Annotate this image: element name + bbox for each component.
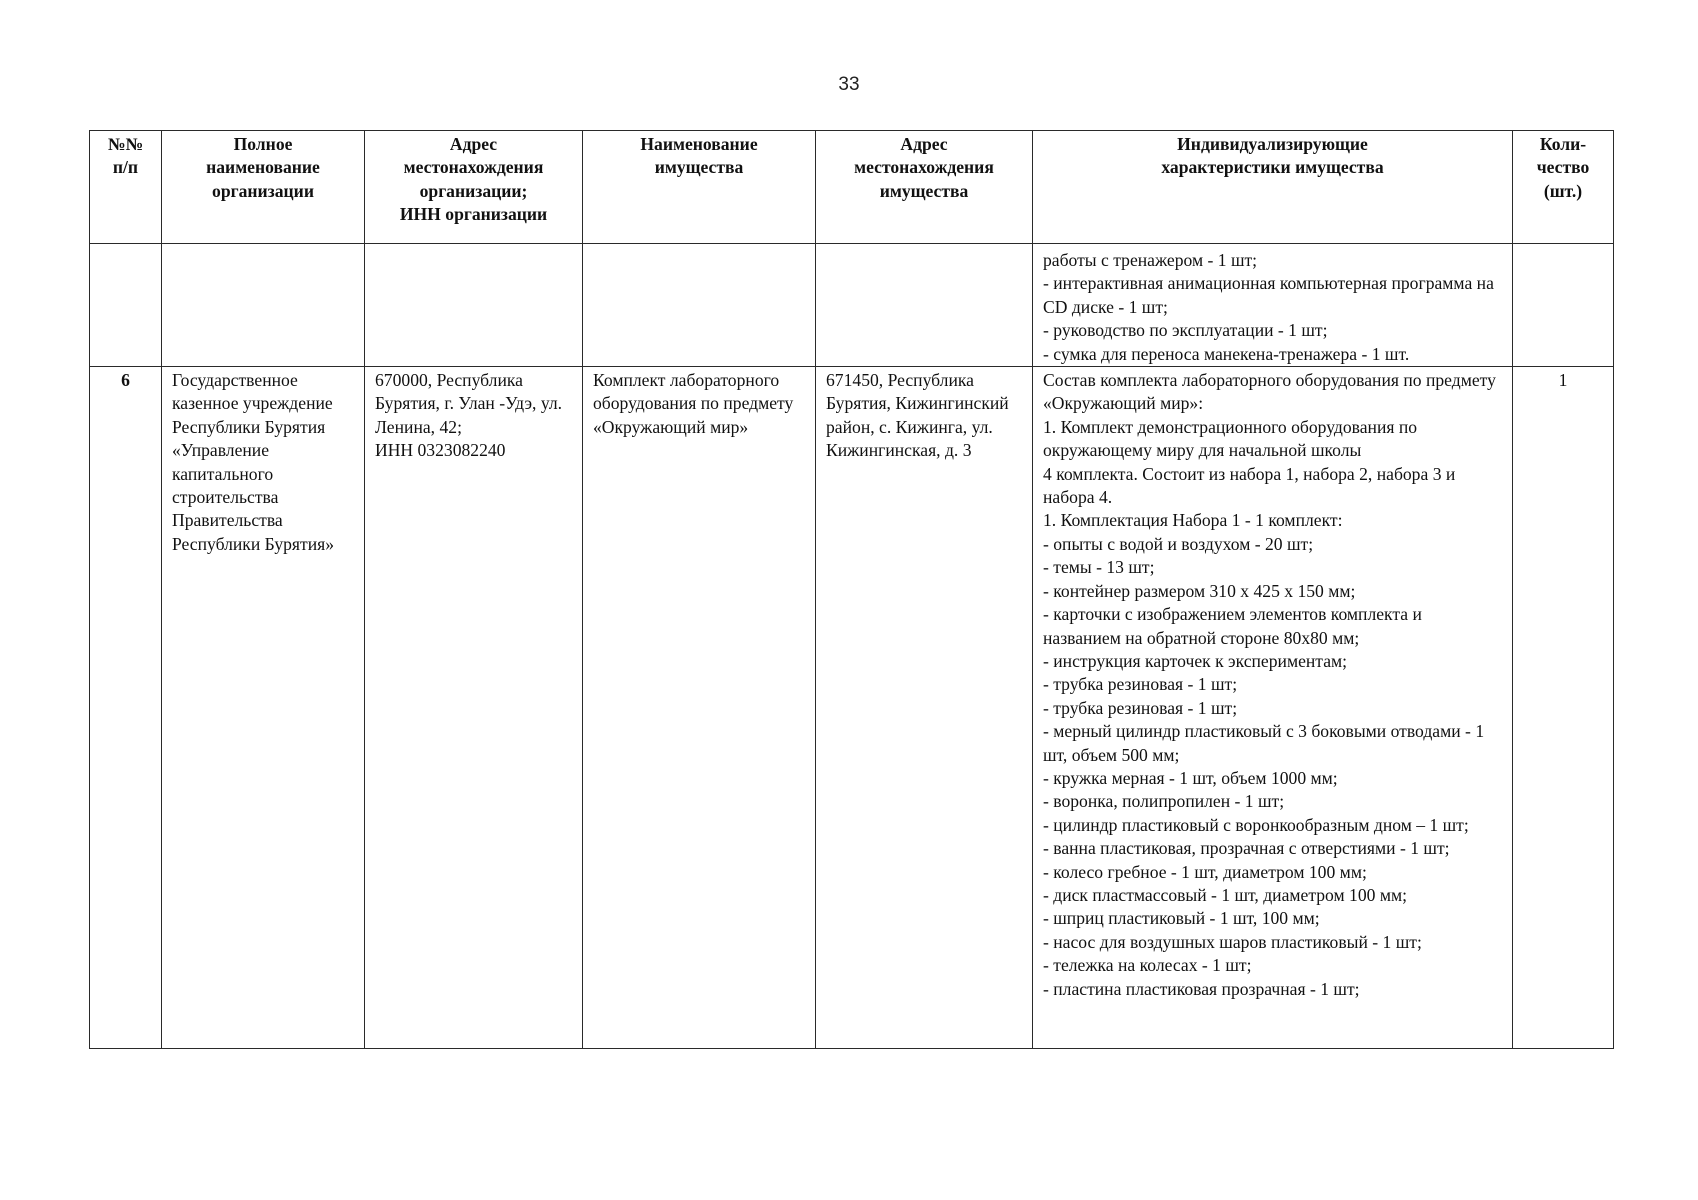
cell-number [90, 244, 162, 367]
header-number [90, 131, 162, 244]
cell-property-name [583, 367, 816, 1049]
header-property-name-text: Наименование имущества [640, 134, 758, 178]
header-property-name [583, 131, 816, 244]
header-number-text: №№ п/п [107, 134, 144, 178]
characteristics-text: Состав комплекта лабораторного оборудования по предмету «Окружающий мир»: 1. Комплект демонстрационного оборудования по окружающему миру для начальной школы 4 комплекта. Состоит из набора 1, набора 2, набора 3 и набора 4. 1. Комплектация Набора 1 - 1 комплект: - опыты с водой и воздухом - 20 шт; - темы - 13 шт; - контейнер размером 310 х 425 х 150 мм; - карточки с изображением элементов комплекта и названием на обратной стороне 80х80 мм; - инструкция карточек к экспериментам; - трубка резиновая - 1 шт; - трубка резиновая - 1 шт; - мерный цилиндр пластиковый с 3 боковыми отводами - 1 шт, объем 500 мм; - кружка мерная - 1 шт, объем 1000 мм; - воронка, полипропилен - 1 шт; - цилиндр пластиковый с воронкообразным дном – 1 шт; - ванна пластиковая, прозрачная с отверстиями - 1 шт; - колесо гребное - 1 шт, диаметром 100 мм; - диск пластмассовый - 1 шт, диаметром 100 мм; - шприц пластиковый - 1 шт, 100 мм; - насос для воздушных шаров пластиковый - 1 шт; - тележка на колесах - 1 шт; - пластина пластиковая прозрачная - 1 шт; [1043, 370, 1496, 999]
header-characteristics [1033, 131, 1513, 244]
cell-quantity [1513, 367, 1614, 1049]
row-number-text: 6 [121, 370, 130, 391]
cell-characteristics [1033, 367, 1513, 1049]
cell-characteristics [1033, 244, 1513, 367]
cell-property-address [816, 367, 1033, 1049]
cell-property-name [583, 244, 816, 367]
header-property-address [816, 131, 1033, 244]
cell-org-name [162, 367, 365, 1049]
cell-org-address [365, 367, 583, 1049]
org-name-text: Государственное казенное учреждение Республики Бурятия «Управление капитального строительства Правительства Республики Бурятия» [172, 370, 335, 554]
header-property-address-text: Адрес местонахождения имущества [854, 134, 994, 201]
cell-org-address [365, 244, 583, 367]
table-header-row [90, 131, 1614, 244]
property-registry-table [89, 130, 1614, 1049]
cell-org-name [162, 244, 365, 367]
header-org-address [365, 131, 583, 244]
table-row-continuation [90, 244, 1614, 367]
header-org-address-text: Адрес местонахождения организации; ИНН организации [399, 134, 548, 225]
page-number: 33 [838, 74, 860, 95]
characteristics-continuation-text: работы с тренажером - 1 шт; - интерактивная анимационная компьютерная программа на CD диске - 1 шт; - руководство по эксплуатации - 1 шт; - сумка для переноса манекена-тренажера - 1 шт. [1043, 250, 1494, 364]
header-characteristics-text: Индивидуализирующие характеристики имущества [1161, 134, 1384, 178]
table-row-6 [90, 367, 1614, 1049]
property-address-text: 671450, Республика Бурятия, Кижингинский район, с. Кижинга, ул. Кижингинская, д. 3 [826, 370, 1009, 461]
header-org-name [162, 131, 365, 244]
quantity-text: 1 [1558, 370, 1568, 391]
org-address-text: 670000, Республика Бурятия, г. Улан -Удэ, ул. Ленина, 42; ИНН 0323082240 [375, 370, 563, 461]
cell-property-address [816, 244, 1033, 367]
header-org-name-text: Полное наименование организации [206, 134, 320, 201]
cell-number [90, 367, 162, 1049]
header-quantity-text: Коли- чество (шт.) [1536, 134, 1590, 201]
header-quantity [1513, 131, 1614, 244]
property-name-text: Комплект лабораторного оборудования по предмету «Окружающий мир» [593, 370, 794, 437]
cell-quantity [1513, 244, 1614, 367]
